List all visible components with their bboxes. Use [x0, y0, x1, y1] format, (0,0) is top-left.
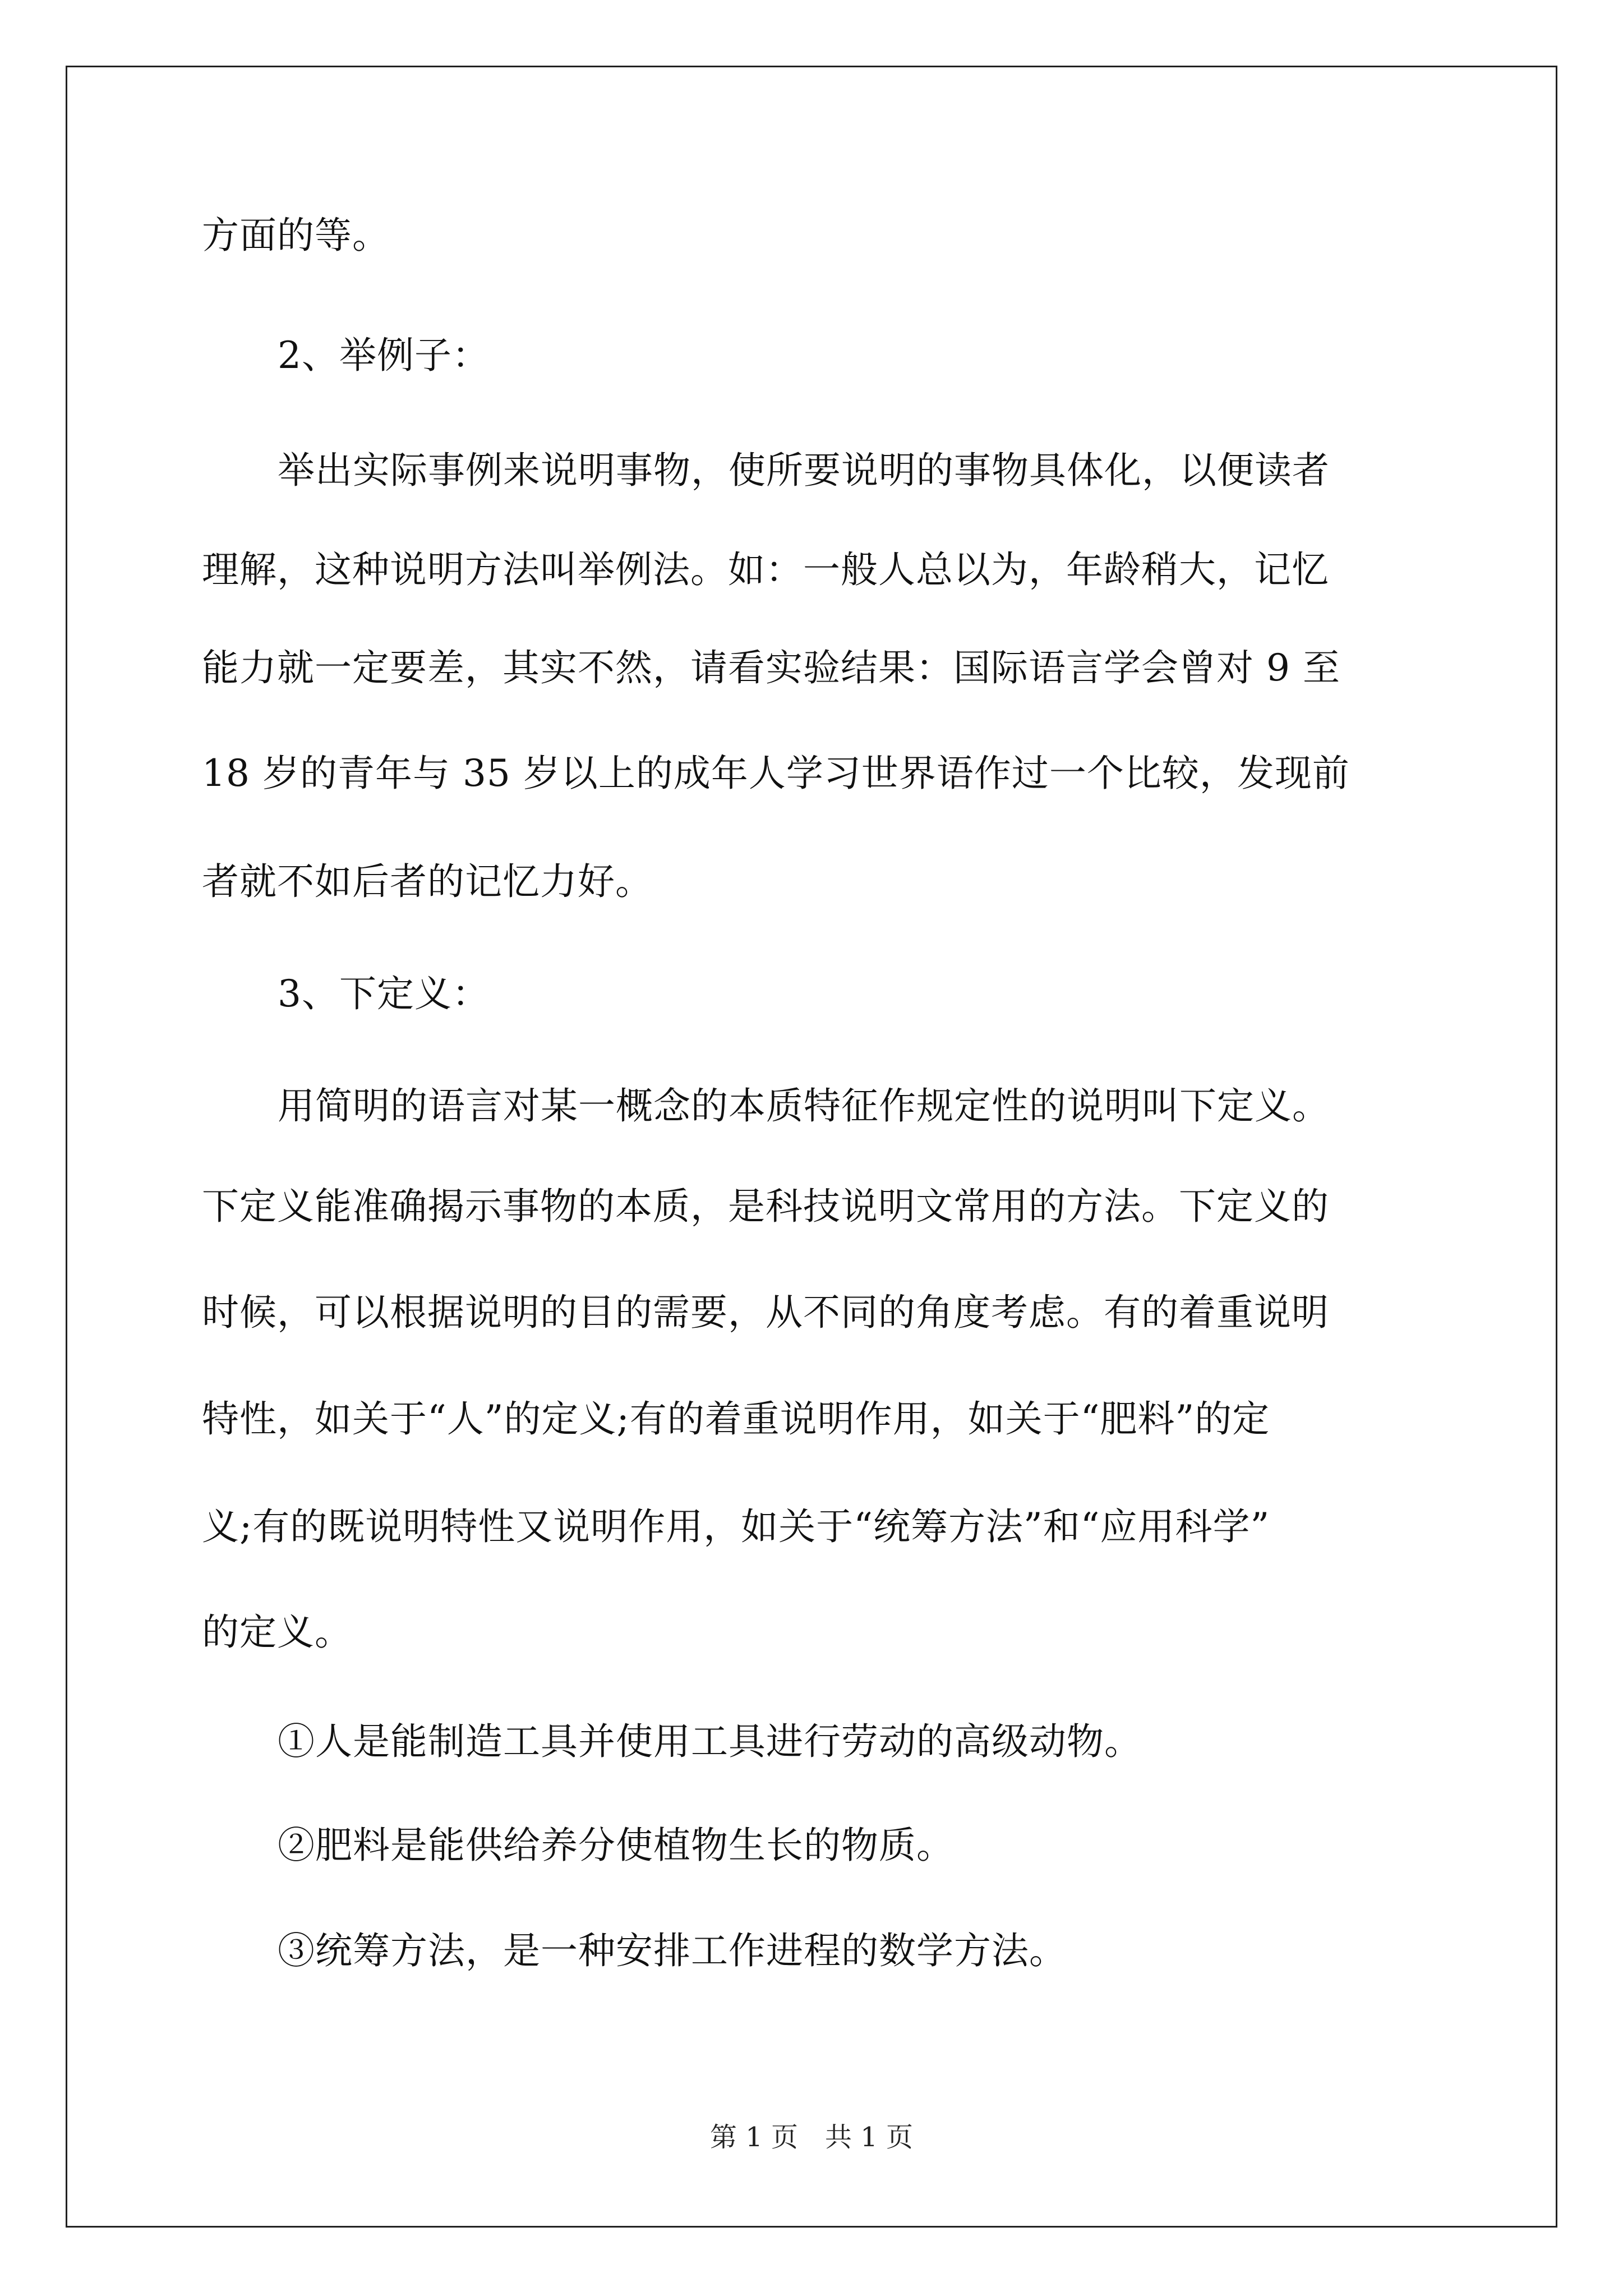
section-heading-definition: 3、下定义：: [278, 972, 490, 1015]
list-item-definition-3: ③统筹方法，是一种安排工作进程的数学方法。: [278, 1929, 1067, 1972]
paragraph-line: 特性，如关于“人”的定义;有的着重说明作用，如关于“肥料”的定: [202, 1397, 1270, 1441]
paragraph-line: 下定义能准确揭示事物的本质，是科技说明文常用的方法。下定义的: [202, 1185, 1329, 1228]
paragraph-line: 能力就一定要差，其实不然，请看实验结果：国际语言学会曾对 9 至: [202, 646, 1340, 689]
paragraph-line: 义;有的既说明特性又说明作用，如关于“统筹方法”和“应用科学”: [202, 1505, 1270, 1548]
paragraph-line: 方面的等。: [202, 214, 390, 257]
list-item-definition-1: ①人是能制造工具并使用工具进行劳动的高级动物。: [278, 1720, 1142, 1763]
paragraph-line: 举出实际事例来说明事物，使所要说明的事物具体化，以便读者: [278, 449, 1330, 492]
section-heading-example: 2、举例子：: [278, 334, 490, 377]
paragraph-line: 用简明的语言对某一概念的本质特征作规定性的说明叫下定义。: [278, 1084, 1330, 1128]
paragraph-line: 时候，可以根据说明的目的需要，从不同的角度考虑。有的着重说明: [202, 1291, 1329, 1334]
list-item-definition-2: ②肥料是能供给养分使植物生长的物质。: [278, 1824, 954, 1867]
page-border: [66, 66, 1557, 2228]
paragraph-line: 理解，这种说明方法叫举例法。如：一般人总以为，年龄稍大，记忆: [202, 548, 1329, 591]
paragraph-line: 18 岁的青年与 35 岁以上的成年人学习世界语作过一个比较，发现前: [202, 752, 1350, 795]
paragraph-line: 者就不如后者的记忆力好。: [202, 860, 653, 903]
paragraph-line: 的定义。: [202, 1611, 352, 1654]
page-number-footer: 第 1 页 共 1 页: [709, 2122, 914, 2153]
